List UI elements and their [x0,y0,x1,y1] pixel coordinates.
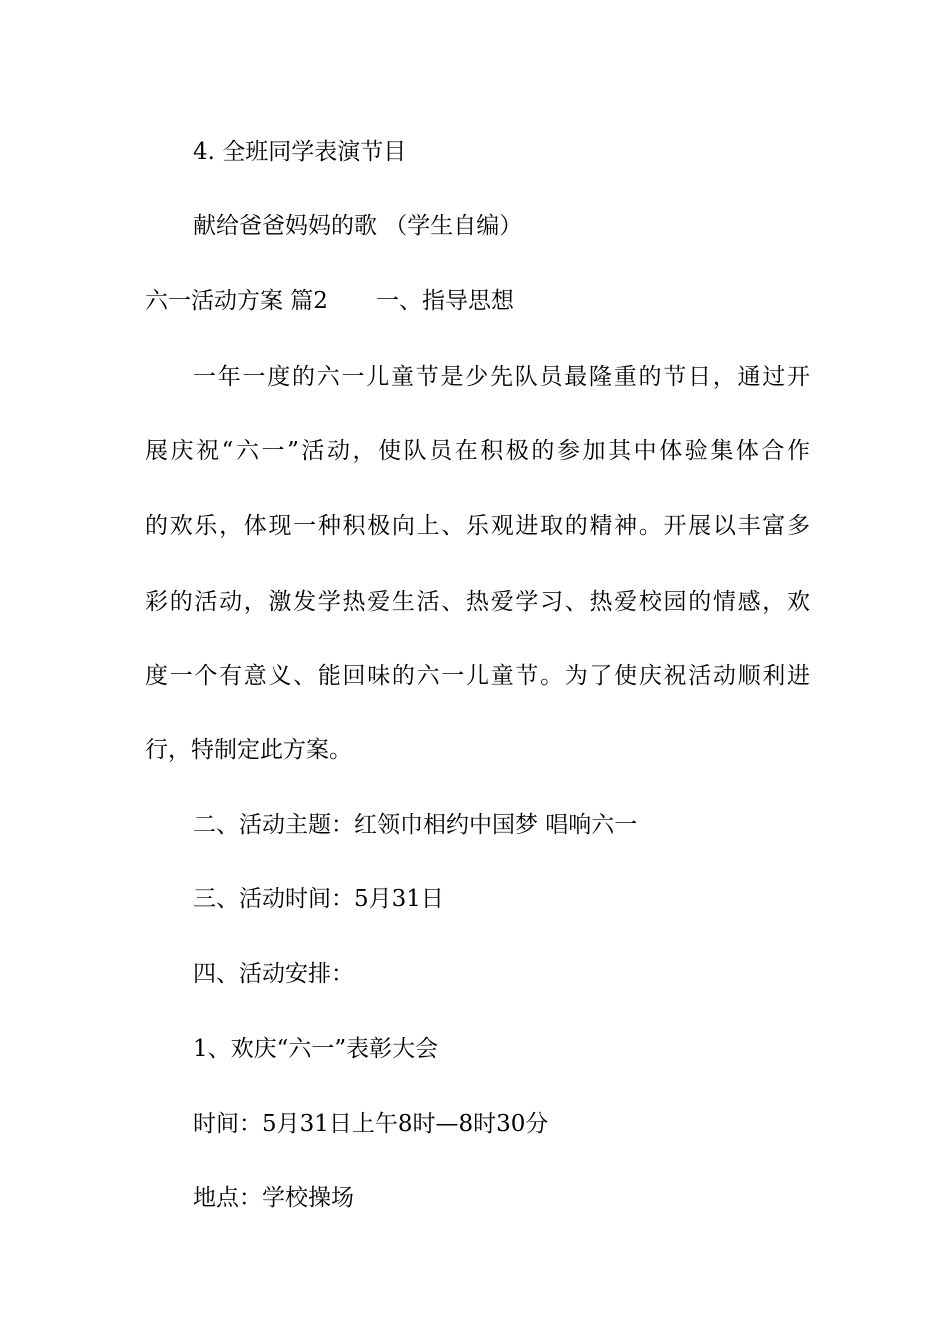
plan-heading-line [145,286,810,316]
program-item-4: 4. 全班同学表演节目 [193,139,407,165]
activity-theme: 二、活动主题：红领巾相约中国梦 唱响六一 [193,812,638,838]
event-1-place: 地点：学校操场 [193,1185,354,1211]
activity-time: 三、活动时间：5月31日 [193,886,444,912]
plan-heading: 六一活动方案 篇2 [145,288,328,314]
event-1-title: 1、欢庆“六一”表彰大会 [193,1036,439,1062]
paragraph-line: 彩的活动，激发学热爱生活、热爱学习、热爱校园的情感，欢 [145,589,810,615]
event-1-time: 时间：5月31日上午8时—8时30分 [193,1111,549,1137]
paragraph-line: 一年一度的六一儿童节是少先队员最隆重的节日，通过开 [193,364,810,390]
paragraph-line: 展庆祝“六一”活动，使队员在积极的参加其中体验集体合作 [145,438,810,464]
song-title: 献给爸爸妈妈的歌 （学生自编） [193,213,523,239]
paragraph-line: 行，特制定此方案。 [145,737,352,763]
paragraph-line: 的欢乐，体现一种积极向上、乐观进取的精神。开展以丰富多 [145,513,810,539]
activity-arrangement: 四、活动安排： [193,961,354,987]
section1-title: 一、指导思想 [375,288,514,314]
paragraph-line: 度一个有意义、能回味的六一儿童节。为了使庆祝活动顺利进 [145,663,810,689]
